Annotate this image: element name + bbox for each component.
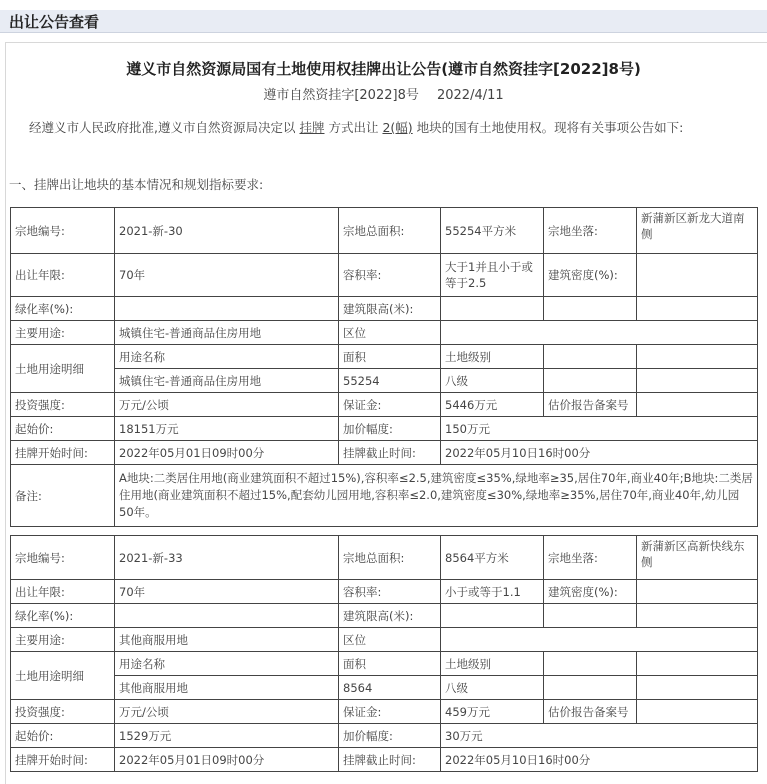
empty-cell <box>637 297 758 321</box>
value-invest-unit: 万元/公顷 <box>115 393 339 417</box>
value-use-name: 其他商服用地 <box>115 676 339 700</box>
label-parcel-no: 宗地编号: <box>11 208 115 254</box>
value-use-area: 55254 <box>339 369 441 393</box>
value-increment: 30万元 <box>441 724 758 748</box>
label-increment: 加价幅度: <box>339 417 441 441</box>
table-row <box>11 536 758 580</box>
value-use-name: 城镇住宅-普通商品住房用地 <box>115 369 339 393</box>
value-location: 新蒲新区高新快线东侧 <box>637 536 758 580</box>
parcel-table-1 <box>10 207 758 527</box>
empty-cell <box>637 345 758 369</box>
label-green: 绿化率(%): <box>11 297 115 321</box>
value-far: 大于1并且小于或等于2.5 <box>441 254 544 297</box>
empty-cell <box>544 369 637 393</box>
table-row <box>11 254 758 297</box>
header-bar <box>0 10 767 33</box>
value-density <box>637 580 758 604</box>
label-height: 建筑限高(米): <box>339 297 441 321</box>
notice-date: 2022/4/11 <box>436 88 504 103</box>
label-location: 宗地坐落: <box>544 536 637 580</box>
label-green: 绿化率(%): <box>11 604 115 628</box>
value-zone <box>441 628 758 652</box>
value-total-area: 8564平方米 <box>441 536 544 580</box>
value-deposit: 5446万元 <box>441 393 544 417</box>
empty-cell <box>544 676 637 700</box>
value-start-price: 1529万元 <box>115 724 339 748</box>
label-main-use: 主要用途: <box>11 628 115 652</box>
header-area: 面积 <box>339 345 441 369</box>
label-total-area: 宗地总面积: <box>339 536 441 580</box>
label-use-detail: 土地用途明细 <box>11 345 115 393</box>
label-use-detail: 土地用途明细 <box>11 652 115 700</box>
value-end-time: 2022年05月10日16时00分 <box>441 748 758 772</box>
table-row <box>11 393 758 417</box>
intro-suffix: 地块的国有土地使用权。现将有关事项公告如下: <box>416 120 684 135</box>
intro-method: 挂牌 <box>299 120 325 135</box>
value-invest-unit: 万元/公顷 <box>115 700 339 724</box>
label-start-price: 起始价: <box>11 724 115 748</box>
empty-cell <box>637 369 758 393</box>
table-row <box>11 297 758 321</box>
table-row <box>11 580 758 604</box>
label-far: 容积率: <box>339 254 441 297</box>
table-row <box>11 465 758 527</box>
value-start-time: 2022年05月01日09时00分 <box>115 748 339 772</box>
label-total-area: 宗地总面积: <box>339 208 441 254</box>
empty-cell <box>637 652 758 676</box>
value-green <box>115 297 339 321</box>
value-total-area: 55254平方米 <box>441 208 544 254</box>
label-deposit: 保证金: <box>339 700 441 724</box>
intro-prefix: 经遵义市人民政府批准,遵义市自然资源局决定以 <box>29 120 296 135</box>
table-row <box>11 604 758 628</box>
value-use-area: 8564 <box>339 676 441 700</box>
label-deposit: 保证金: <box>339 393 441 417</box>
value-grade: 八级 <box>441 676 544 700</box>
value-height <box>441 604 544 628</box>
intro-paragraph <box>9 118 757 138</box>
table-row <box>11 441 758 465</box>
header-area: 面积 <box>339 652 441 676</box>
value-location: 新蒲新区新龙大道南侧 <box>637 208 758 254</box>
label-zone: 区位 <box>339 628 441 652</box>
header-grade: 土地级别 <box>441 345 544 369</box>
table-row <box>11 628 758 652</box>
label-main-use: 主要用途: <box>11 321 115 345</box>
label-increment: 加价幅度: <box>339 724 441 748</box>
table-row <box>11 321 758 345</box>
notice-title: 遵义市自然资源局国有土地使用权挂牌出让公告(遵市自然资挂字[2022]8号) <box>126 60 641 78</box>
value-term: 70年 <box>115 254 339 297</box>
value-grade: 八级 <box>441 369 544 393</box>
label-far: 容积率: <box>339 580 441 604</box>
empty-cell <box>544 345 637 369</box>
label-appraisal: 估价报告备案号 <box>544 700 637 724</box>
value-main-use: 其他商服用地 <box>115 628 339 652</box>
header-grade: 土地级别 <box>441 652 544 676</box>
label-location: 宗地坐落: <box>544 208 637 254</box>
label-term: 出让年限: <box>11 254 115 297</box>
value-far: 小于或等于1.1 <box>441 580 544 604</box>
label-zone: 区位 <box>339 321 441 345</box>
value-remark: A地块:二类居住用地(商业建筑面积不超过15%),容积率≤2.5,建筑密度≤35%,绿地率≥35,居住70年,商业40年;B地块:二类居住用地(商业建筑面积不超过15%,配套幼儿园用地,容积率≤2.0,建筑密度≤30%,绿地率≥35%,居住70年,商业40年,幼儿园50年。 <box>115 465 758 527</box>
header-use-name: 用途名称 <box>115 345 339 369</box>
window-title: 出让公告查看 <box>9 13 100 31</box>
value-end-time: 2022年05月10日16时00分 <box>441 441 758 465</box>
empty-cell <box>637 676 758 700</box>
intro-count: 2(幅) <box>382 120 413 135</box>
value-green <box>115 604 339 628</box>
label-density: 建筑密度(%): <box>544 254 637 297</box>
value-increment: 150万元 <box>441 417 758 441</box>
value-appraisal <box>637 700 758 724</box>
empty-cell <box>544 604 637 628</box>
value-height <box>441 297 544 321</box>
label-density: 建筑密度(%): <box>544 580 637 604</box>
value-zone <box>441 321 758 345</box>
value-term: 70年 <box>115 580 339 604</box>
label-end-time: 挂牌截止时间: <box>339 441 441 465</box>
label-parcel-no: 宗地编号: <box>11 536 115 580</box>
value-deposit: 459万元 <box>441 700 544 724</box>
empty-cell <box>544 297 637 321</box>
empty-cell <box>637 604 758 628</box>
table-row <box>11 748 758 772</box>
value-parcel-no: 2021-新-30 <box>115 208 339 254</box>
label-invest: 投资强度: <box>11 700 115 724</box>
table-row <box>11 208 758 254</box>
value-main-use: 城镇住宅-普通商品住房用地 <box>115 321 339 345</box>
label-start-price: 起始价: <box>11 417 115 441</box>
table-row <box>11 700 758 724</box>
table-row <box>11 676 758 700</box>
table-row <box>11 417 758 441</box>
table-row <box>11 369 758 393</box>
value-start-time: 2022年05月01日09时00分 <box>115 441 339 465</box>
notice-subtitle <box>0 84 767 103</box>
value-start-price: 18151万元 <box>115 417 339 441</box>
label-start-time: 挂牌开始时间: <box>11 441 115 465</box>
empty-cell <box>544 652 637 676</box>
header-use-name: 用途名称 <box>115 652 339 676</box>
label-appraisal: 估价报告备案号 <box>544 393 637 417</box>
value-density <box>637 254 758 297</box>
parcel-table-2 <box>10 535 758 772</box>
section-heading: 一、挂牌出让地块的基本情况和规划指标要求: <box>9 177 264 192</box>
table-row <box>11 724 758 748</box>
table-row <box>11 345 758 369</box>
table-row <box>11 652 758 676</box>
label-start-time: 挂牌开始时间: <box>11 748 115 772</box>
label-term: 出让年限: <box>11 580 115 604</box>
label-remark: 备注: <box>11 465 115 527</box>
value-appraisal <box>637 393 758 417</box>
label-invest: 投资强度: <box>11 393 115 417</box>
intro-mid: 方式出让 <box>328 120 379 135</box>
label-height: 建筑限高(米): <box>339 604 441 628</box>
label-end-time: 挂牌截止时间: <box>339 748 441 772</box>
value-parcel-no: 2021-新-33 <box>115 536 339 580</box>
doc-number: 遵市自然资挂字[2022]8号 <box>263 88 419 103</box>
